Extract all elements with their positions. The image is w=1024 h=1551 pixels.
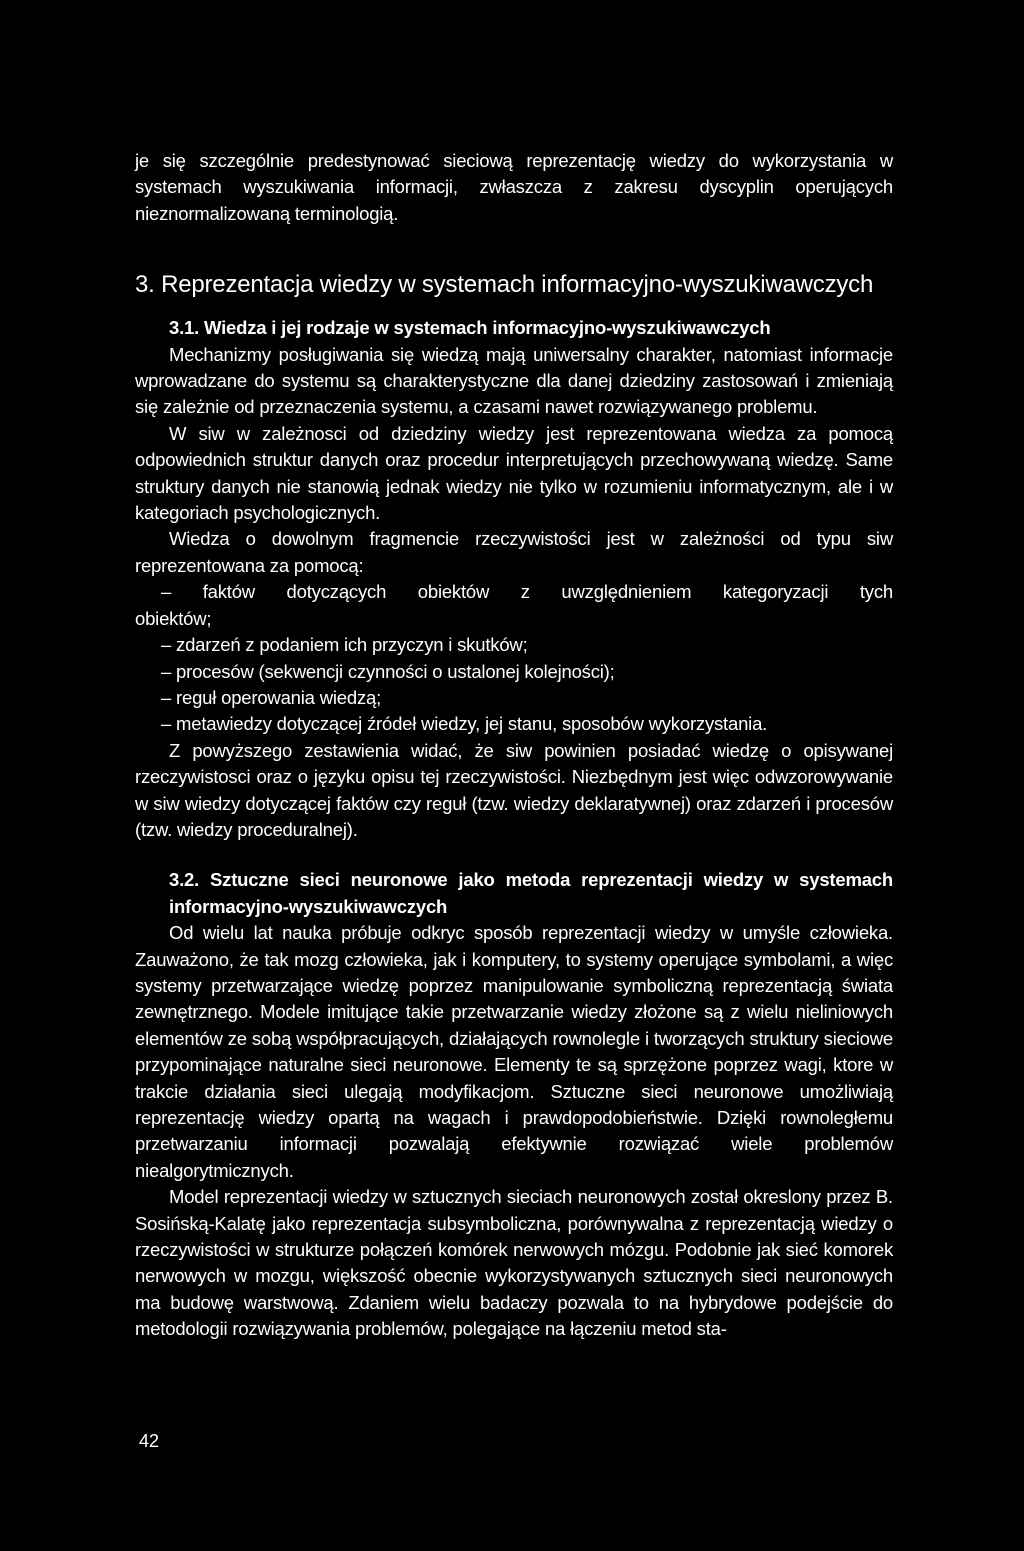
paragraph: Model reprezentacji wiedzy w sztucznych sieciach neuronowych został okreslony przez B. Sosińską-Kalatę jako reprezentacja subsymboliczna, porównywalna z reprezentacją wiedzy o rzeczywistości w strukturze połączeń komórek nerwowych mózgu. Podobnie jak sieć komorek nerwowych w mozgu, większość obecnie wykorzystywanych sztucznych sieci neuronowych ma budowę warstwową. Zdaniem wielu badaczy pozwala to na hybrydowe podejście do metodologii rozwiązywania problemów, polegające na łączeniu metod sta- (135, 1186, 893, 1340)
section-3-2-heading: 3.2. Sztuczne sieci neuronowe jako metoda reprezentacji wiedzy w systemach informacyjno-wyszukiwawczych (169, 869, 893, 917)
page-number: 42 (139, 1431, 160, 1451)
paragraph: Mechanizmy posługiwania się wiedzą mają uniwersalny charakter, natomiast informacje wprowadzane do systemu są charakterystyczne dla danej dziedziny zastosowań i zmieniają się zależnie od przeznaczenia systemu, a czasami nawet rozwiązywanego problemu. (135, 343, 893, 418)
paragraph: Wiedza o dowolnym fragmencie rzeczywistości jest w zależności od typu siw reprezentowana za pomocą: (135, 528, 893, 576)
page-body (135, 148, 893, 1343)
intro-paragraph: je się szczególnie predestynować sieciową reprezentację wiedzy do wykorzystania w systemach wyszukiwania informacji, zwłaszcza z zakresu dyscyplin operujących nieznormalizowaną terminologią. (135, 150, 893, 224)
list-item: – zdarzeń z podaniem ich przyczyn i skutków; (161, 634, 528, 656)
list-item: – faktów dotyczących obiektów z uwzględnieniem kategoryzacji tych (161, 581, 893, 603)
list-item-continuation: obiektów; (135, 607, 212, 629)
paragraph: Od wielu lat nauka próbuje odkryc sposób reprezentacji wiedzy w umyśle człowieka. Zauważono, że tak mozg człowieka, jak i komputery, to systemy operujące symbolami, a więc systemy przetwarzające wiedzę poprzez manipulowanie symboliczną reprezentacją świata zewnętrznego. Modele imitujące takie przetwarzanie wiedzy złożone są z wielu nieliniowych elementów ze sobą współpracujących, działających rownolegle i tworzących struktury sieciowe przypominające naturalne sieci neuronowe. Elementy te są sprzężone poprzez wagi, ktore w trakcie działania sieci ulegają modyfikacjom. Sztuczne sieci neuronowe umożliwiają reprezentację wiedzy opartą na wagach i prawdopodobieństwie. Dzięki rownoległemu przetwarzaniu informacji pozwalają efektywnie rozwiązać wiele problemów niealgorytmicznych. (135, 922, 893, 1181)
section-3-heading: 3. Reprezentacja wiedzy w systemach informacyjno-wyszukiwawczych (135, 271, 874, 299)
section-3-1-heading: 3.1. Wiedza i jej rodzaje w systemach informacyjno-wyszukiwawczych (169, 317, 771, 339)
list-item: – procesów (sekwencji czynności o ustalonej kolejności); (161, 660, 615, 682)
list-item: – reguł operowania wiedzą; (161, 686, 382, 708)
paragraph: Z powyższego zestawienia widać, że siw powinien posiadać wiedzę o opisywanej rzeczywistosci oraz o języku opisu tej rzeczywistości. Niezbędnym jest więc odwzorowywanie w siw wiedzy dotyczącej faktów czy reguł (tzw. wiedzy deklaratywnej) oraz zdarzeń i procesów (tzw. wiedzy proceduralnej). (135, 739, 893, 840)
paragraph: W siw w zależnosci od dziedziny wiedzy jest reprezentowana wiedza za pomocą odpowiednich struktur danych oraz procedur interpretujących przechowywaną wiedzę. Same struktury danych nie stanowią jednak wiedzy nie tylko w rozumieniu informatycznym, ale i w kategoriach psychologicznych. (135, 422, 893, 524)
list-item: – metawiedzy dotyczącej źródeł wiedzy, jej stanu, sposobów wykorzystania. (161, 713, 768, 735)
